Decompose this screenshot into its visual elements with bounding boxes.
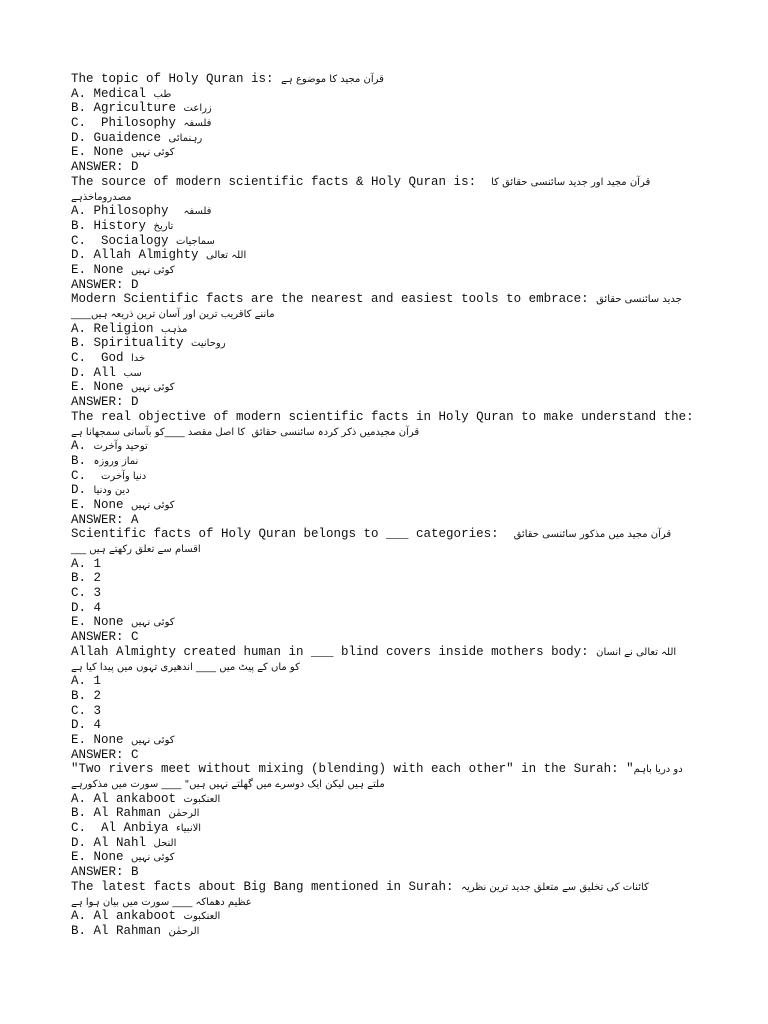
answer-line: ANSWER: D [71, 160, 139, 175]
option-line [71, 924, 699, 939]
option-line [71, 483, 699, 498]
question-english: The source of modern scientific facts & Holy Quran is: [71, 174, 492, 189]
question-urdu-continued: ملتے ہیں لیکن ایک دوسرے میں گھلتے نہیں ہیں" ____ سورت میں مذکورہے [71, 779, 385, 790]
question-urdu: اللہ تعالی نے انسان [596, 646, 677, 658]
question-block [71, 410, 699, 528]
option-urdu: الرحمٰن [168, 925, 200, 937]
option-english: A. 1 [71, 556, 102, 571]
question-line [71, 645, 699, 660]
option-urdu: کوئی نہیں [131, 734, 175, 746]
option-urdu: طب [153, 88, 172, 100]
option-line [71, 322, 699, 337]
option-urdu: الرحمٰن [168, 808, 200, 820]
option-english: B. Al Rahman [71, 923, 169, 938]
option-line [71, 718, 699, 733]
question-urdu-continued: عظیم دھماکہ ____ سورت میں بیان ہوا ہے [71, 896, 252, 908]
question-line-continued [71, 190, 699, 205]
option-english: D. Al Nahl [71, 835, 154, 850]
option-english: C. Al Anbiya [71, 821, 177, 836]
question-english: Modern Scientific facts are the nearest and easiest tools to embrace: [71, 292, 597, 307]
question-urdu: دو دریا باہم [633, 764, 683, 776]
option-line [71, 219, 699, 234]
question-line-continued [71, 660, 699, 675]
question-urdu-continued: ____ماننے کاقریب ترین اور آسان ترین ذریعہ ہیں [71, 309, 275, 320]
option-line [71, 145, 699, 160]
option-english: C. Socialogy [71, 233, 177, 248]
option-english: B. Al Rahman [71, 806, 169, 821]
option-english: E. None [71, 850, 132, 865]
option-english: E. None [71, 615, 132, 630]
option-urdu: العنکبوت [183, 911, 221, 923]
option-english: C. 3 [71, 586, 102, 601]
question-english: The topic of Holy Quran is: [71, 72, 282, 86]
option-english: E. None [71, 380, 132, 395]
option-line [71, 87, 699, 102]
question-urdu: قرآن مجید میں مذکور سائنسی حقائق [513, 529, 672, 541]
question-block [71, 527, 699, 645]
option-line [71, 601, 699, 616]
question-urdu-continued: قرآن مجیدمیں ذکر کردہ سائنسی حقائق کا اصل مقصد ____کو بآسانی سمجھانا ہے [71, 426, 420, 438]
answer-line: ANSWER: C [71, 747, 139, 762]
question-line-continued [71, 895, 699, 910]
question-block [71, 880, 699, 939]
question-english: Allah Almighty created human in ___ blind covers inside mothers body: [71, 644, 597, 659]
option-urdu: تاریخ [153, 220, 174, 232]
option-line [71, 571, 699, 586]
option-urdu: کوئی نہیں [131, 499, 175, 511]
option-english: B. 2 [71, 571, 102, 586]
option-english: A. 1 [71, 674, 102, 689]
question-line-continued [71, 542, 699, 557]
question-line [71, 292, 699, 307]
option-english: B. 2 [71, 688, 102, 703]
option-urdu: کوئی نہیں [131, 147, 175, 159]
option-urdu: العنکبوت [183, 793, 221, 805]
question-block [71, 175, 699, 293]
question-line [71, 527, 699, 542]
answer-line: ANSWER: B [71, 865, 139, 880]
question-urdu-continued: ___ اقسام سے تعلق رکھتے ہیں [71, 544, 201, 555]
option-english: D. All [71, 365, 124, 380]
question-urdu: کائنات کی تخلیق سے متعلق جدید ترین نظریہ [461, 881, 649, 893]
option-english: D. 4 [71, 718, 102, 733]
option-urdu: روحانیت [191, 338, 226, 350]
option-english: E. None [71, 145, 132, 160]
question-line-continued [71, 307, 699, 322]
option-line [71, 248, 699, 263]
option-line [71, 821, 699, 836]
document-body [71, 72, 699, 939]
question-line [71, 175, 699, 190]
option-urdu: النحل [153, 837, 177, 849]
answer-line: ANSWER: D [71, 277, 139, 292]
option-urdu: فلسفہ [183, 206, 212, 218]
option-line [71, 204, 699, 219]
option-urdu: کوئی نہیں [131, 617, 175, 629]
question-english: "Two rivers meet without mixing (blending) with each other" in the Surah: " [71, 762, 634, 777]
question-line [71, 880, 699, 895]
option-line [71, 498, 699, 513]
option-urdu: فلسفہ [183, 118, 212, 130]
option-english: A. Al ankaboot [71, 909, 184, 924]
question-line-continued [71, 777, 699, 792]
option-urdu: دین ودنیا [93, 485, 130, 497]
option-english: D. [71, 483, 94, 498]
option-urdu: کوئی نہیں [131, 264, 175, 276]
question-urdu: قرآن مجید اور جدید سائنسی حقائق کا [491, 176, 651, 188]
option-english: C. God [71, 351, 132, 366]
option-urdu: الانبیاء [176, 823, 202, 835]
option-urdu: سماجیات [176, 235, 215, 247]
answer-line: ANSWER: A [71, 512, 139, 527]
option-english: D. Allah Almighty [71, 248, 207, 263]
option-line [71, 234, 699, 249]
option-line [71, 909, 699, 924]
question-urdu: قرآن مجید کا موضوع ہے [281, 74, 384, 85]
question-english: Scientific facts of Holy Quran belongs to ___ categories: [71, 527, 514, 542]
question-english: The latest facts about Big Bang mentioned in Surah: [71, 879, 462, 894]
option-line [71, 336, 699, 351]
answer-line: ANSWER: D [71, 395, 139, 410]
option-line [71, 116, 699, 131]
option-english: A. Philosophy [71, 204, 184, 219]
question-block [71, 645, 699, 763]
question-english: The real objective of modern scientific facts in Holy Quran to make understand the: [71, 409, 694, 424]
answer-line: ANSWER: C [71, 630, 139, 645]
option-line [71, 674, 699, 689]
option-english: B. Spirituality [71, 336, 192, 351]
question-urdu-continued: مصدروماخذہے [71, 191, 132, 203]
option-english: B. History [71, 218, 154, 233]
option-english: A. [71, 439, 94, 454]
option-line [71, 586, 699, 601]
option-line [71, 101, 699, 116]
option-line [71, 351, 699, 366]
option-line [71, 380, 699, 395]
option-english: D. Guaidence [71, 130, 169, 145]
option-english: E. None [71, 732, 132, 747]
option-english: A. Medical [71, 86, 154, 101]
option-english: D. 4 [71, 600, 102, 615]
option-english: C. [71, 468, 102, 483]
question-line [71, 72, 699, 87]
option-english: B. Agriculture [71, 101, 184, 116]
option-english: C. 3 [71, 703, 102, 718]
option-line [71, 615, 699, 630]
option-urdu: اللہ تعالی [206, 250, 247, 262]
option-line [71, 557, 699, 572]
question-urdu-continued: کو ماں کے پیٹ میں ____ اندھیری تہوں میں پیدا کیا ہے [71, 661, 300, 673]
option-english: A. Al ankaboot [71, 791, 184, 806]
question-block [71, 292, 699, 410]
option-line [71, 454, 699, 469]
option-urdu: دنیا وآخرت [101, 470, 147, 482]
option-english: E. None [71, 262, 132, 277]
option-urdu: کوئی نہیں [131, 382, 175, 394]
option-line [71, 366, 699, 381]
option-urdu: زراعت [183, 103, 212, 115]
option-urdu: خدا [131, 353, 146, 365]
option-line [71, 689, 699, 704]
option-urdu: مذہب [161, 323, 188, 335]
option-english: E. None [71, 497, 132, 512]
question-line-continued [71, 425, 699, 440]
option-urdu: سب [123, 367, 142, 379]
option-english: C. Philosophy [71, 116, 184, 131]
option-urdu: رہنمائی [168, 132, 203, 144]
option-english: A. Religion [71, 321, 162, 336]
option-line [71, 792, 699, 807]
option-line [71, 263, 699, 278]
question-block [71, 72, 699, 175]
option-urdu: نماز وروزہ [93, 455, 139, 467]
question-line [71, 762, 699, 777]
question-line [71, 410, 699, 425]
option-line [71, 469, 699, 484]
option-line [71, 850, 699, 865]
option-urdu: کوئی نہیں [131, 852, 175, 864]
option-line [71, 806, 699, 821]
option-line [71, 836, 699, 851]
question-urdu: جدید سائنسی حقائق [596, 294, 682, 306]
option-line [71, 704, 699, 719]
question-block [71, 762, 699, 880]
option-line [71, 733, 699, 748]
option-line [71, 131, 699, 146]
option-line [71, 439, 699, 454]
option-english: B. [71, 453, 94, 468]
option-urdu: توحید وآخرت [93, 441, 148, 453]
